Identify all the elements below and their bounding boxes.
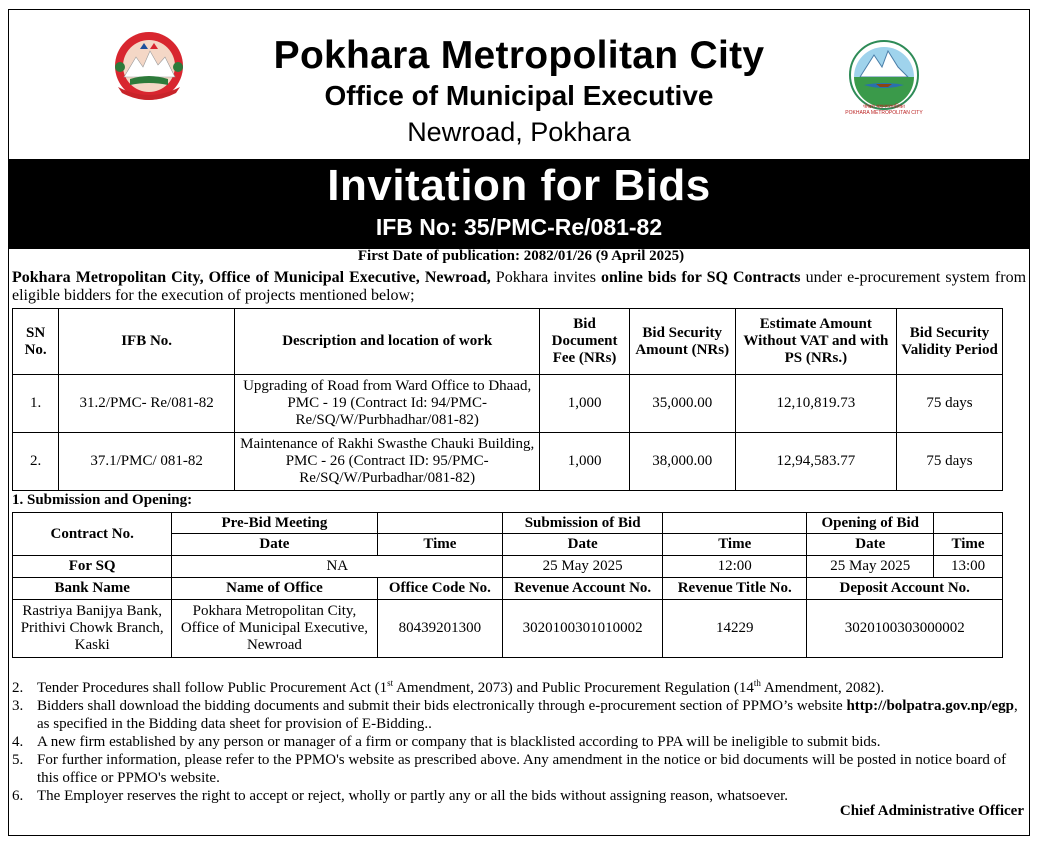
intro-text-2: under e-procurement system from eligible bidders for the execution of projects mentioned below; xyxy=(12,269,1027,304)
cell-validity: 75 days xyxy=(897,433,1003,491)
bank-name-header: Bank Name xyxy=(13,578,172,600)
cell-estimate: 12,10,819.73 xyxy=(735,375,896,433)
pre-bid-date-header: Date xyxy=(172,534,377,556)
col-header-doc-fee: Bid Document Fee (NRs) xyxy=(540,309,629,375)
cell-office-name: Pokhara Metropolitan City, Office of Municipal Executive, Newroad xyxy=(172,600,377,658)
list-item xyxy=(12,679,1028,697)
office-address: Newroad, Pokhara xyxy=(407,117,631,147)
cell-revenue-account: 3020100301010002 xyxy=(503,600,663,658)
col-header-description: Description and location of work xyxy=(235,309,540,375)
intro-text-1: Pokhara invites xyxy=(490,269,602,286)
cell-pre-bid: NA xyxy=(172,556,503,578)
note-text: A new firm established by any person or manager of a firm or company that is blacklisted according to PPA will be ineligible to submit bids. xyxy=(37,734,881,750)
contract-no-header: Contract No. xyxy=(13,513,172,556)
submission-header-row-1 xyxy=(13,513,1003,534)
title-banner xyxy=(9,159,1029,249)
cell-security-amount: 35,000.00 xyxy=(629,375,735,433)
cell-sn: 1. xyxy=(13,375,59,433)
cell-deposit-account: 3020100303000002 xyxy=(807,600,1003,658)
note-number: 4. xyxy=(12,734,24,750)
note-sup: st xyxy=(387,678,394,688)
opening-date-header: Date xyxy=(807,534,934,556)
submission-of-bid-header: Submission of Bid xyxy=(503,513,663,534)
cell-opening-date: 25 May 2025 xyxy=(807,556,934,578)
note-text-part: Amendment, 2082). xyxy=(760,680,885,696)
bank-header-row xyxy=(13,578,1003,600)
table-row xyxy=(13,433,1003,491)
note-number: 3. xyxy=(12,698,24,714)
table-row xyxy=(13,556,1003,578)
cell-contract: For SQ xyxy=(13,556,172,578)
revenue-title-header: Revenue Title No. xyxy=(663,578,807,600)
cell-validity: 75 days xyxy=(897,375,1003,433)
org-name: Pokhara Metropolitan City xyxy=(273,34,765,77)
deposit-account-header: Deposit Account No. xyxy=(807,578,1003,600)
egp-link[interactable]: http://bolpatra.gov.np/egp xyxy=(846,698,1014,714)
pre-bid-blank xyxy=(377,513,503,534)
office-name: Office of Municipal Executive xyxy=(324,80,714,111)
pre-bid-time-header: Time xyxy=(377,534,503,556)
opening-blank xyxy=(934,513,1003,534)
note-text xyxy=(37,697,1028,733)
bid-table-header-row xyxy=(13,309,1003,375)
notes-list xyxy=(12,679,1028,805)
signature: Chief Administrative Officer xyxy=(839,803,1024,819)
note-text-part: , as specified in the Bidding data sheet for provision of E-Bidding.. xyxy=(37,698,1018,732)
table-row xyxy=(13,375,1003,433)
cell-opening-time: 13:00 xyxy=(934,556,1003,578)
intro-paragraph xyxy=(12,269,1026,305)
cell-bank-name: Rastriya Banijya Bank, Prithivi Chowk Branch, Kaski xyxy=(13,600,172,658)
cell-doc-fee: 1,000 xyxy=(540,433,629,491)
note-text-part: Tender Procedures shall follow Public Procurement Act (1 xyxy=(37,680,388,696)
col-header-ifb: IFB No. xyxy=(59,309,235,375)
cell-revenue-title: 14229 xyxy=(663,600,807,658)
col-header-validity: Bid Security Validity Period xyxy=(897,309,1003,375)
intro-bold-1: Pokhara Metropolitan City, Office of Municipal Executive, Newroad, xyxy=(12,269,491,286)
col-header-estimate: Estimate Amount Without VAT and with PS (NRs.) xyxy=(735,309,896,375)
note-number: 6. xyxy=(12,788,24,804)
note-text-part: Bidders shall download the bidding documents and submit their bids electronically through e-procurement section of PPMO’s website xyxy=(37,698,847,714)
submission-table xyxy=(12,512,1003,658)
cell-security-amount: 38,000.00 xyxy=(629,433,735,491)
cell-sn: 2. xyxy=(13,433,59,491)
right-logo-caption: पोखरा महानगरपालिका POKHARA METROPOLITAN CITY xyxy=(845,104,923,116)
office-code-header: Office Code No. xyxy=(377,578,503,600)
pre-bid-header: Pre-Bid Meeting xyxy=(172,513,377,534)
cell-submission-time: 12:00 xyxy=(663,556,807,578)
cell-submission-date: 25 May 2025 xyxy=(503,556,663,578)
ifb-number: IFB No: 35/PMC-Re/081-82 xyxy=(375,214,663,240)
cell-description: Upgrading of Road from Ward Office to Dhaad, PMC - 19 (Contract Id: 94/PMC-Re/SQ/W/Purbhadhar/081-82) xyxy=(235,375,540,433)
col-header-security-amount: Bid Security Amount (NRs) xyxy=(629,309,735,375)
list-item xyxy=(12,733,1028,751)
note-text-part: Amendment, 2073) and Public Procurement Regulation (14 xyxy=(393,680,754,696)
intro-bold-2: online bids for SQ Contracts xyxy=(601,269,801,286)
opening-time-header: Time xyxy=(934,534,1003,556)
submission-blank xyxy=(663,513,807,534)
table-row xyxy=(13,600,1003,658)
cell-office-code: 80439201300 xyxy=(377,600,503,658)
note-text: The Employer reserves the right to accept or reject, wholly or partly any or all the bids without assigning reason, whatsoever. xyxy=(37,788,789,804)
office-name-header: Name of Office xyxy=(172,578,377,600)
notice-title: Invitation for Bids xyxy=(327,161,711,210)
cell-description: Maintenance of Rakhi Swasthe Chauki Building, PMC - 26 (Contract ID: 95/PMC-Re/SQ/W/Purbadhar/081-82) xyxy=(235,433,540,491)
submission-heading: 1. Submission and Opening: xyxy=(12,492,193,508)
note-text xyxy=(37,679,1028,697)
cell-estimate: 12,94,583.77 xyxy=(735,433,896,491)
cell-ifb: 37.1/PMC/ 081-82 xyxy=(59,433,235,491)
note-number: 5. xyxy=(12,752,24,768)
submission-date-header: Date xyxy=(503,534,663,556)
cell-ifb: 31.2/PMC- Re/081-82 xyxy=(59,375,235,433)
header xyxy=(9,10,1029,159)
note-text: For further information, please refer to the PPMO's website as prescribed above. Any amendment in the notice or bid documents will be posted in notice board of this office or PPMO's website. xyxy=(37,752,1007,786)
opening-of-bid-header: Opening of Bid xyxy=(807,513,934,534)
list-item xyxy=(12,697,1028,733)
note-number: 2. xyxy=(12,680,24,696)
publication-date: First Date of publication: 2082/01/26 (9 April 2025) xyxy=(357,248,685,264)
list-item xyxy=(12,751,1028,787)
col-header-sn: SN No. xyxy=(13,309,59,375)
submission-time-header: Time xyxy=(663,534,807,556)
bid-table xyxy=(12,308,1003,491)
revenue-account-header: Revenue Account No. xyxy=(503,578,663,600)
cell-doc-fee: 1,000 xyxy=(540,375,629,433)
note-sup: th xyxy=(753,678,761,688)
